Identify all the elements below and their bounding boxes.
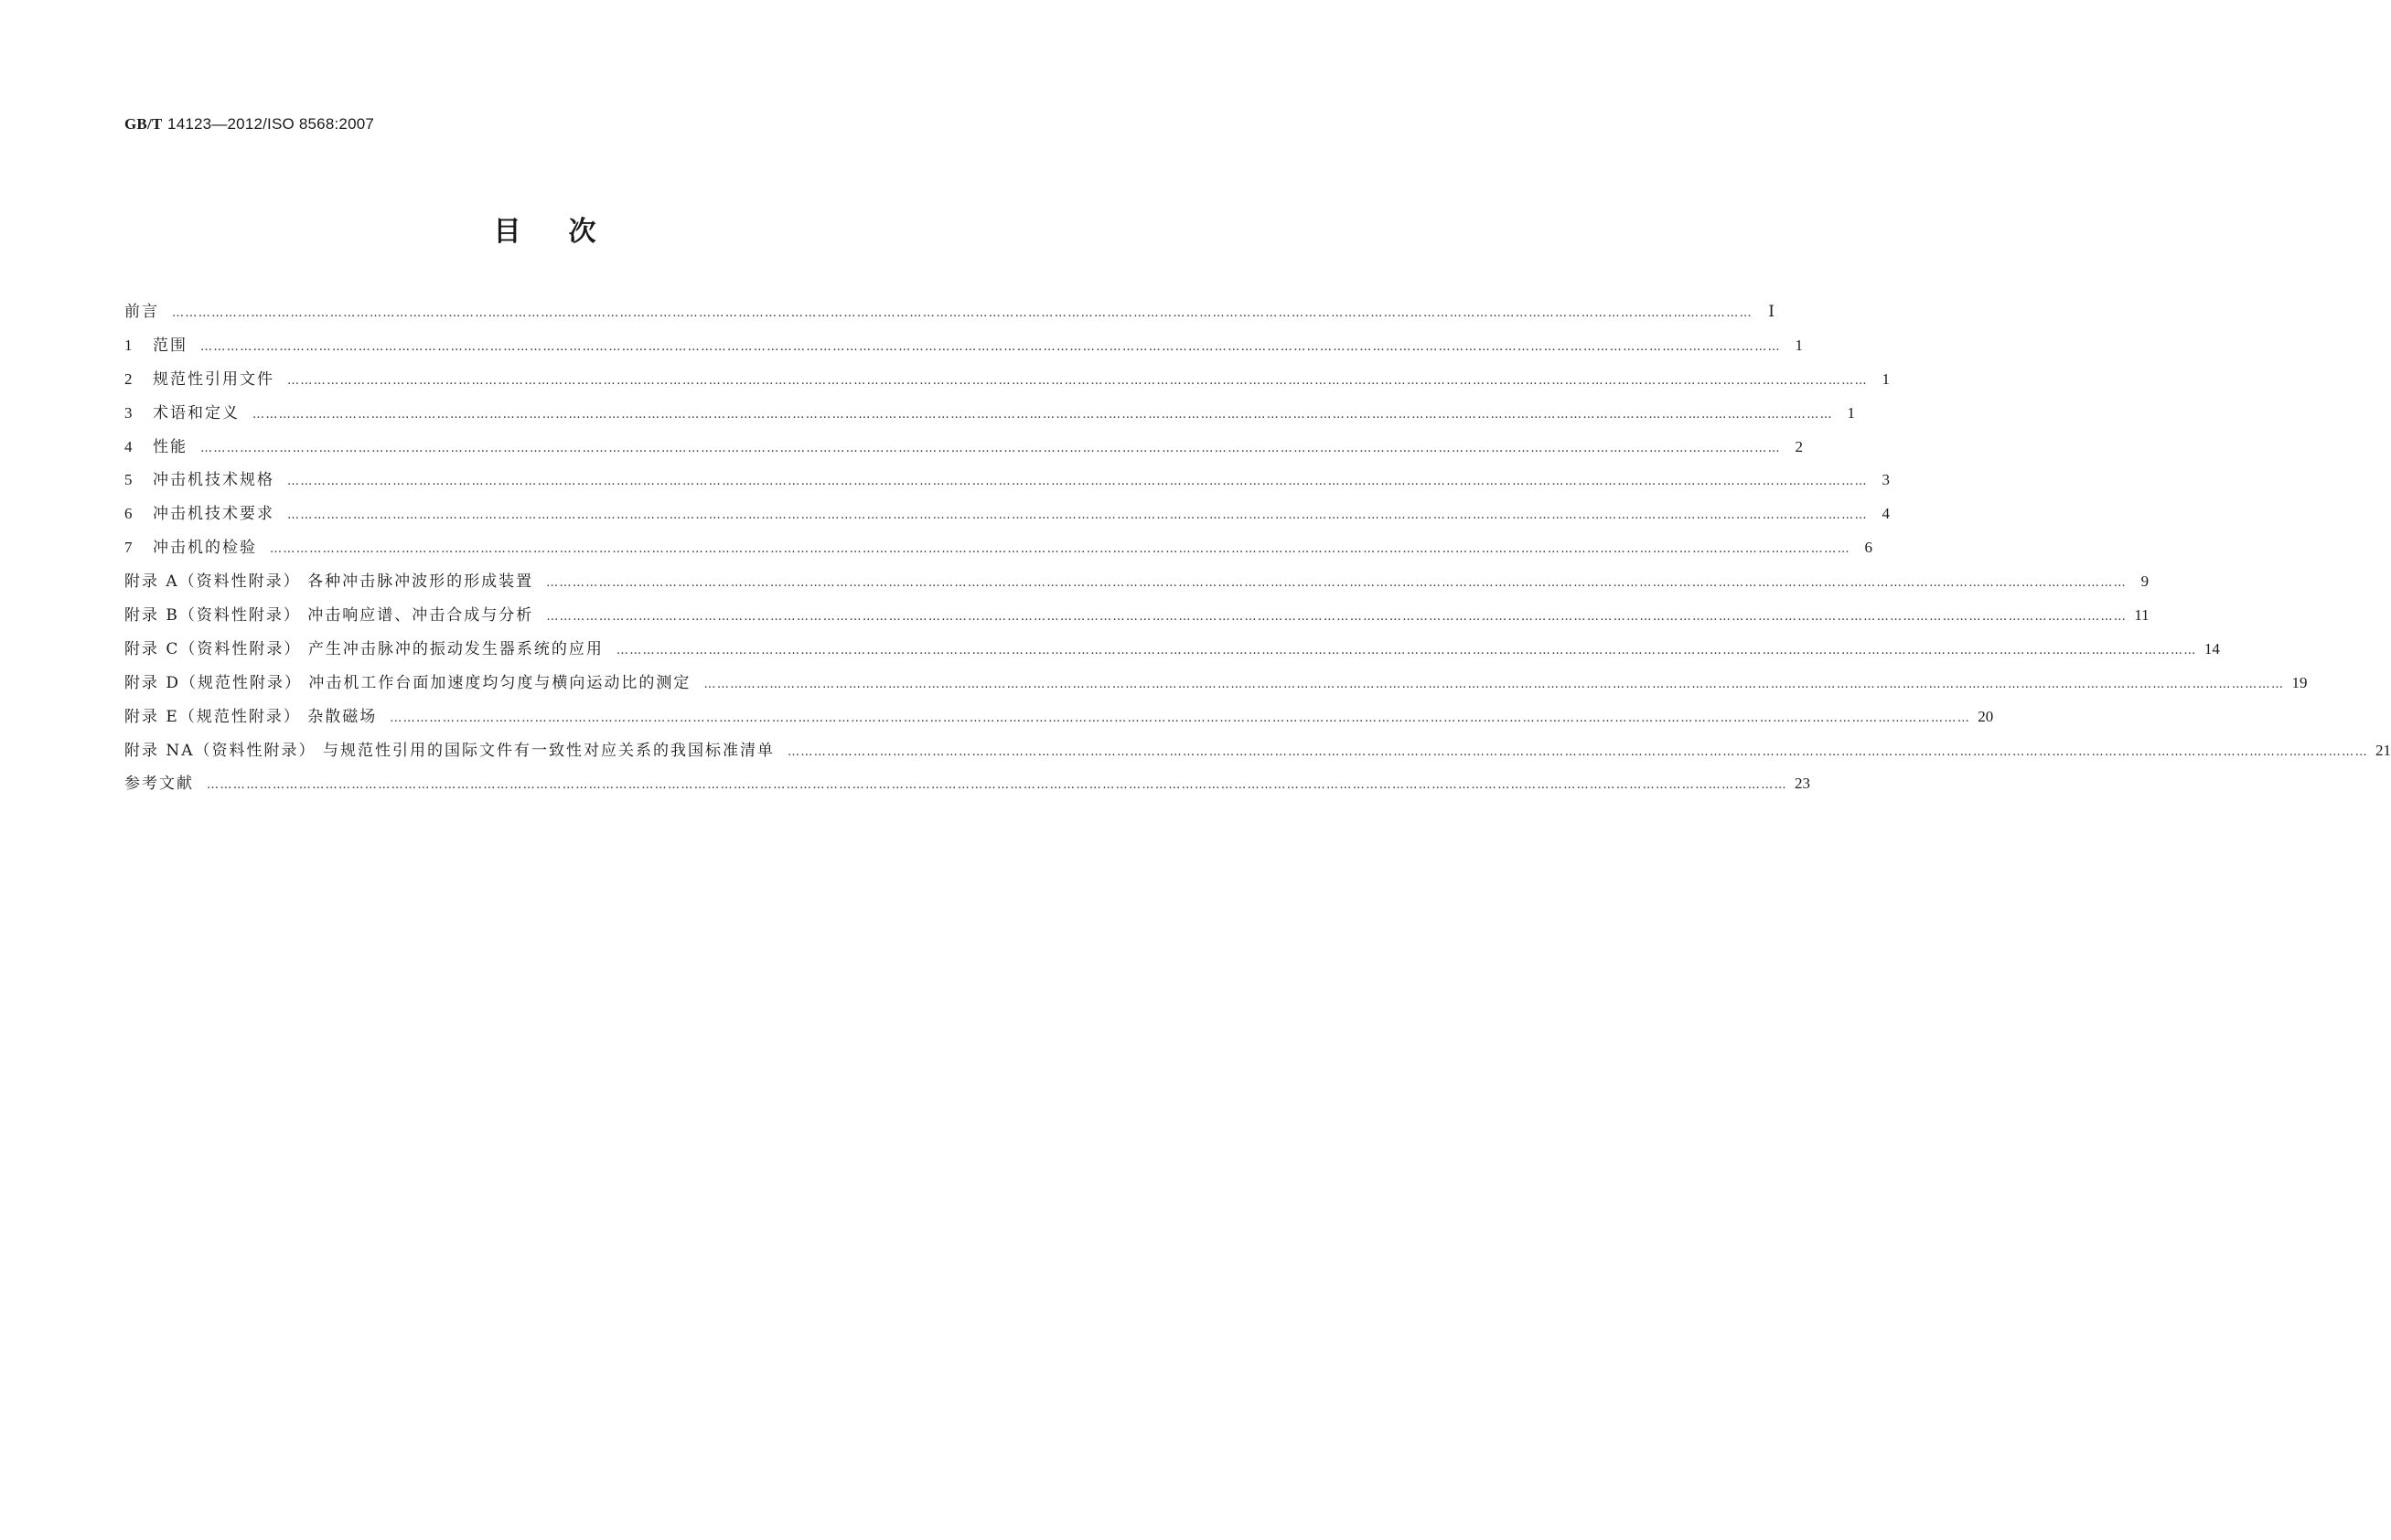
page-title: 目次 <box>493 216 644 248</box>
toc-entry-page: 3 <box>1882 471 1890 489</box>
toc-entry[interactable] <box>124 568 2150 602</box>
table-of-contents <box>124 298 2391 804</box>
toc-leader-dots: ……………………………………………………………………………………………………………………………………………………………………………………………………………………………………………………………………………………………………………………………… <box>616 643 2197 658</box>
toc-leader-dots: ……………………………………………………………………………………………………………………………………………………………………………………………………………………………………………………………………………………………………………………………… <box>787 744 2368 759</box>
toc-entry-label: 附录 D（规范性附录） 冲击机工作台面加速度均匀度与横向运动比的测定 <box>124 673 692 692</box>
toc-entry-number: 4 <box>124 437 133 455</box>
toc-entry-number: 2 <box>124 369 133 388</box>
standard-prefix: GB/T <box>124 115 163 133</box>
toc-entry-page: 23 <box>1795 775 1810 793</box>
toc-entry-number: 3 <box>124 403 133 422</box>
toc-entry[interactable] <box>124 602 2150 636</box>
toc-leader-dots: ……………………………………………………………………………………………………………………………………………………………………………………………………………………………………………………………………………………………………………………………… <box>287 475 1868 489</box>
toc-leader-dots: ……………………………………………………………………………………………………………………………………………………………………………………………………………………………………………………………………………………………………………………………… <box>546 610 2128 625</box>
toc-entry-number: 7 <box>124 539 133 557</box>
toc-entry-page: Ⅰ <box>1768 303 1774 320</box>
toc-entry[interactable] <box>124 466 1890 500</box>
toc-entry-label: 附录 C（资料性附录） 产生冲击脉冲的振动发生器系统的应用 <box>124 639 604 658</box>
toc-entry[interactable] <box>124 400 1855 433</box>
toc-leader-dots: ……………………………………………………………………………………………………………………………………………………………………………………………………………………………………………………………………………………………………………………………… <box>200 339 1781 354</box>
toc-leader-dots: ……………………………………………………………………………………………………………………………………………………………………………………………………………………………………………………………………………………………………………………………… <box>172 306 1753 320</box>
toc-entry[interactable] <box>124 636 2220 669</box>
toc-leader-dots: ……………………………………………………………………………………………………………………………………………………………………………………………………………………………………………………………………………………………………………………………… <box>703 677 2285 691</box>
toc-entry[interactable] <box>124 703 1994 737</box>
standard-number <box>124 115 374 134</box>
toc-leader-dots: ……………………………………………………………………………………………………………………………………………………………………………………………………………………………………………………………………………………………………………………………… <box>287 373 1868 388</box>
toc-entry-label: 参考文献 <box>124 775 194 794</box>
toc-entry[interactable] <box>124 433 1803 467</box>
toc-entry-page: 4 <box>1882 505 1890 523</box>
toc-entry-label: 附录 NA（资料性附录） 与规范性引用的国际文件有一致性对应关系的我国标准清单 <box>124 741 775 760</box>
standard-code: 14123—2012/ISO 8568:2007 <box>167 115 375 133</box>
toc-entry[interactable] <box>124 770 1810 804</box>
toc-entry-label: 前言 <box>124 303 159 321</box>
toc-entry-label: 范围 <box>153 336 188 355</box>
toc-leader-dots: ……………………………………………………………………………………………………………………………………………………………………………………………………………………………………………………………………………………………………………………………… <box>252 407 1833 422</box>
toc-entry-page: 1 <box>1795 336 1803 354</box>
toc-entry[interactable] <box>124 298 1774 332</box>
toc-entry-label: 附录 E（规范性附录） 杂散磁场 <box>124 707 378 726</box>
toc-entry-number: 5 <box>124 471 133 489</box>
toc-entry-page: 21 <box>2375 741 2391 759</box>
toc-entry-page: 9 <box>2140 572 2150 591</box>
toc-entry-label: 冲击机技术要求 <box>153 505 274 524</box>
toc-entry-page: 19 <box>2291 673 2308 691</box>
toc-entry[interactable] <box>124 669 2308 703</box>
toc-entry-page: 1 <box>1847 403 1855 422</box>
toc-entry[interactable] <box>124 534 1872 568</box>
toc-entry-page: 6 <box>1864 539 1872 557</box>
toc-entry-page: 11 <box>2134 606 2150 625</box>
toc-entry[interactable] <box>124 500 1890 534</box>
toc-leader-dots: ……………………………………………………………………………………………………………………………………………………………………………………………………………………………………………………………………………………………………………………………… <box>270 542 1850 557</box>
toc-entry-page: 20 <box>1978 707 1994 725</box>
toc-leader-dots: ……………………………………………………………………………………………………………………………………………………………………………………………………………………………………………………………………………………………………………………………… <box>207 778 1787 793</box>
toc-leader-dots: ……………………………………………………………………………………………………………………………………………………………………………………………………………………………………………………………………………………………………………………………… <box>390 711 1971 725</box>
toc-entry-page: 1 <box>1882 369 1890 388</box>
toc-entry-label: 附录 B（资料性附录） 冲击响应谱、冲击合成与分析 <box>124 606 534 626</box>
toc-entry-label: 规范性引用文件 <box>153 369 274 389</box>
toc-entry[interactable] <box>124 737 2391 771</box>
toc-entry-label: 冲击机技术规格 <box>153 471 274 490</box>
toc-entry-number: 6 <box>124 505 133 523</box>
toc-entry-label: 术语和定义 <box>153 403 240 422</box>
toc-entry-label: 性能 <box>153 437 188 456</box>
toc-entry-page: 14 <box>2203 639 2220 658</box>
toc-entry-number: 1 <box>124 336 133 354</box>
toc-leader-dots: ……………………………………………………………………………………………………………………………………………………………………………………………………………………………………………………………………………………………………………………………… <box>287 508 1868 523</box>
toc-entry-label: 附录 A（资料性附录） 各种冲击脉冲波形的形成装置 <box>124 572 534 592</box>
toc-leader-dots: ……………………………………………………………………………………………………………………………………………………………………………………………………………………………………………………………………………………………………………………………… <box>200 441 1781 455</box>
toc-entry-page: 2 <box>1795 437 1803 455</box>
toc-entry-label: 冲击机的检验 <box>153 539 257 558</box>
toc-entry[interactable] <box>124 366 1890 400</box>
toc-entry[interactable] <box>124 332 1803 366</box>
toc-leader-dots: ……………………………………………………………………………………………………………………………………………………………………………………………………………………………………………………………………………………………………………………………… <box>546 576 2128 591</box>
